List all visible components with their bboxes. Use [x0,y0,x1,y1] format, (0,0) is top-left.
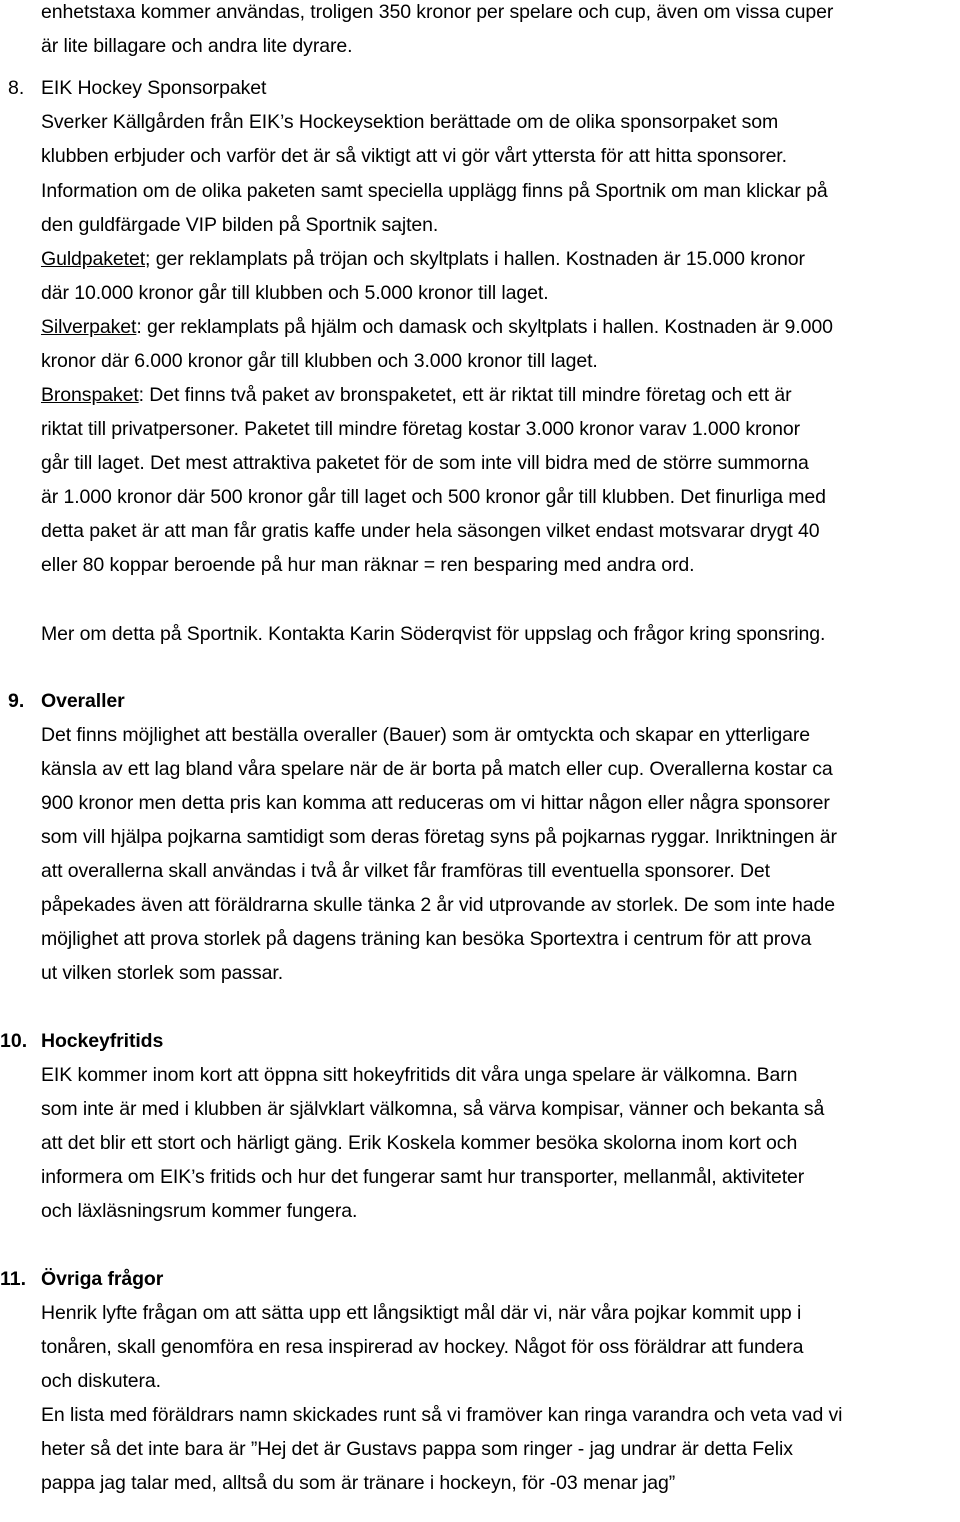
paragraph-line: kronor där 6.000 kronor går till klubben och 3.000 kronor till laget. [41,350,598,372]
paragraph-line: och diskutera. [41,1370,161,1392]
paragraph-line: Det finns möjlighet att beställa overaller (Bauer) som är omtyckta och skapar en ytterligare [41,724,810,746]
paragraph-line: Mer om detta på Sportnik. Kontakta Karin Söderqvist för uppslag och frågor kring sponsring. [41,623,826,645]
paragraph-line: informera om EIK’s fritids och hur det fungerar samt hur transporter, mellanmål, aktiviteter [41,1166,805,1188]
paragraph-line: ut vilken storlek som passar. [41,962,284,984]
paragraph-line: är 1.000 kronor där 500 kronor går till laget och 500 kronor går till klubben. Det finurliga med [41,486,826,508]
paragraph-line: riktat till privatpersoner. Paketet till mindre företag kostar 3.000 kronor varav 1.000 kronor [41,418,801,440]
paragraph-line: 900 kronor men detta pris kan komma att reduceras om vi hittar någon eller några sponsorer [41,792,830,814]
section-title: Overaller [41,690,125,712]
paragraph-line: att overallerna skall användas i två år vilket får framföras till eventuella sponsorer. Det [41,860,770,882]
section-title: Övriga frågor [41,1268,164,1290]
paragraph-line: möjlighet att prova storlek på dagens träning kan besöka Sportextra i centrum för att prova [41,928,812,950]
guldpaket-line [41,247,805,271]
paragraph-line: den guldfärgade VIP bilden på Sportnik sajten. [41,214,439,236]
paragraph-line: pappa jag talar med, alltså du som är tränare i hockeyn, för -03 menar jag” [41,1472,676,1494]
section-title: EIK Hockey Sponsorpaket [41,77,267,99]
paragraph-line: eller 80 koppar beroende på hur man räknar = ren besparing med andra ord. [41,554,695,576]
paragraph-line: som inte är med i klubben är självklart välkomna, så värva kompisar, vänner och bekanta så [41,1098,825,1120]
paragraph-line: enhetstaxa kommer användas, troligen 350 kronor per spelare och cup, även om vissa cuper [41,1,834,23]
paragraph-line: tonåren, skall genomföra en resa inspirerad av hockey. Något för oss föräldrar att fundera [41,1336,804,1358]
silverpaket-line [41,315,833,339]
paragraph-line: som vill hjälpa pojkarna samtidigt som deras företag syns på pojkarnas ryggar. Inriktningen är [41,826,837,848]
paragraph-line: Henrik lyfte frågan om att sätta upp ett långsiktigt mål där vi, när våra pojkar kommit upp i [41,1302,802,1324]
paragraph-line: att det blir ett stort och härligt gäng. Erik Koskela kommer besöka skolorna inom kort och [41,1132,798,1154]
paragraph-line: Sverker Källgården från EIK’s Hockeysektion berättade om de olika sponsorpaket som [41,111,779,133]
paragraph-line: En lista med föräldrars namn skickades runt så vi framöver kan ringa varandra och veta vad vi [41,1404,843,1426]
paragraph-line: där 10.000 kronor går till klubben och 5.000 kronor till laget. [41,282,549,304]
paragraph-line: Information om de olika paketen samt speciella upplägg finns på Sportnik om man klickar på [41,180,828,202]
section-number: 9. [8,690,25,712]
silverpaket-text: : ger reklamplats på hjälm och damask och skyltplats i hallen. Kostnaden är 9.000 [136,316,833,338]
paragraph-line: är lite billagare och andra lite dyrare. [41,35,353,57]
section-number: 11. [0,1268,27,1290]
paragraph-line: känsla av ett lag bland våra spelare när de är borta på match eller cup. Overallerna kostar ca [41,758,833,780]
bronspaket-label: Bronspaket [41,384,139,406]
paragraph-line: går till laget. Det mest attraktiva paketet för de som inte vill bidra med de större summorna [41,452,809,474]
guldpaket-label: Guldpaketet; [41,248,151,270]
silverpaket-label: Silverpaket [41,316,137,338]
paragraph-line: påpekades även att föräldrarna skulle tänka 2 år vid utprovande av storlek. De som inte hade [41,894,836,916]
paragraph-line: detta paket är att man får gratis kaffe under hela säsongen vilket endast motsvarar drygt 40 [41,520,820,542]
guldpaket-text: ger reklamplats på tröjan och skyltplats i hallen. Kostnaden är 15.000 kronor [150,248,805,270]
section-number: 10. [0,1030,28,1052]
paragraph-line: heter så det inte bara är ”Hej det är Gustavs pappa som ringer - jag undrar är detta Felix [41,1438,793,1460]
paragraph-line: klubben erbjuder och varför det är så viktigt att vi gör vårt yttersta för att hitta sponsorer. [41,145,787,167]
section-title: Hockeyfritids [41,1030,164,1052]
bronspaket-text: : Det finns två paket av bronspaketet, ett är riktat till mindre företag och ett är [138,384,792,406]
bronspaket-line [41,383,792,407]
paragraph-line: och läxläsningsrum kommer fungera. [41,1200,358,1222]
section-number: 8. [8,77,25,99]
paragraph-line: EIK kommer inom kort att öppna sitt hokeyfritids dit våra unga spelare är välkomna. Barn [41,1064,798,1086]
